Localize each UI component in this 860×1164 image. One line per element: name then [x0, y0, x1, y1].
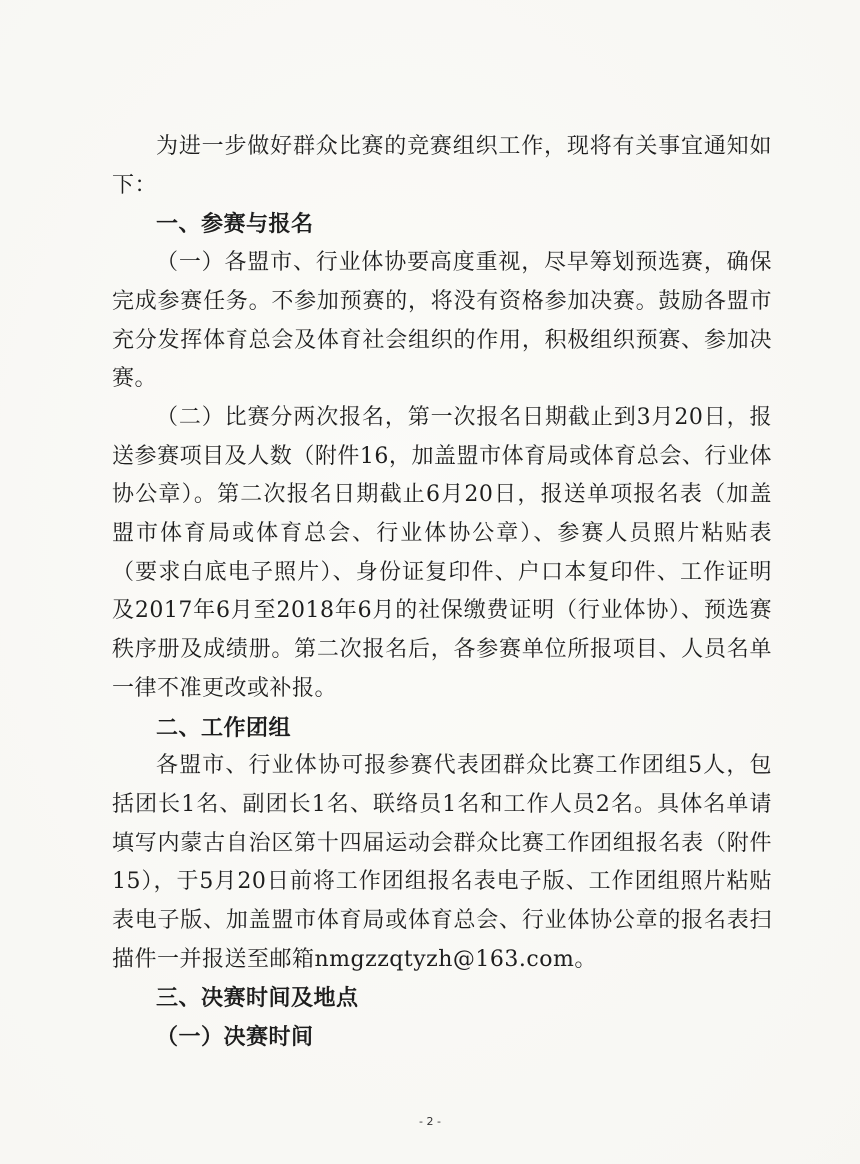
final-time-subheading: （一）决赛时间 — [156, 1024, 314, 1051]
registration-item-2: （二）比赛分两次报名，第一次报名日期截止到3月20日，报送参赛项目及人数（附件16，加盖盟市体育局或体育总会、行业体协公章）。第二次报名日期截止6月20日，报送单项报名表（加盖盟市体育局或体育总会、行业体协公章）、参赛人员照片粘贴表（要求白底电子照片）、身份证复印件、户口本复印件、工作证明及2017年6月至2018年6月的社保缴费证明（行业体协）、预选赛秩序册及成绩册。第二次报名后，各参赛单位所报项目、人员名单一律不准更改或补报。 — [112, 404, 772, 701]
section-heading-work-team: 二、工作团组 — [156, 714, 292, 741]
section-heading-final-time-place: 三、决赛时间及地点 — [156, 985, 359, 1012]
page-number: - 2 - — [419, 1115, 441, 1128]
document-body — [112, 128, 772, 1057]
registration-item-1: （一）各盟市、行业体协要高度重视，尽早筹划预选赛，确保完成参赛任务。不参加预赛的，将没有资格参加决赛。鼓励各盟市充分发挥体育总会及体育社会组织的作用，积极组织预赛、参加决赛。 — [112, 250, 772, 392]
work-team-paragraph: 各盟市、行业体协可报参赛代表团群众比赛工作团组5人，包括团长1名、副团长1名、联络员1名和工作人员2名。具体名单请填写内蒙古自治区第十四届运动会群众比赛工作团组报名表（附件15），于5月20日前将工作团组报名表电子版、工作团组照片粘贴表电子版、加盖盟市体育局或体育总会、行业体协公章的报名表扫描件一并报送至邮箱nmgzzqtyzh@163.com。 — [112, 753, 772, 972]
section-heading-registration: 一、参赛与报名 — [156, 211, 314, 238]
intro-paragraph: 为进一步做好群众比赛的竞赛组织工作，现将有关事宜通知如下： — [112, 134, 772, 198]
